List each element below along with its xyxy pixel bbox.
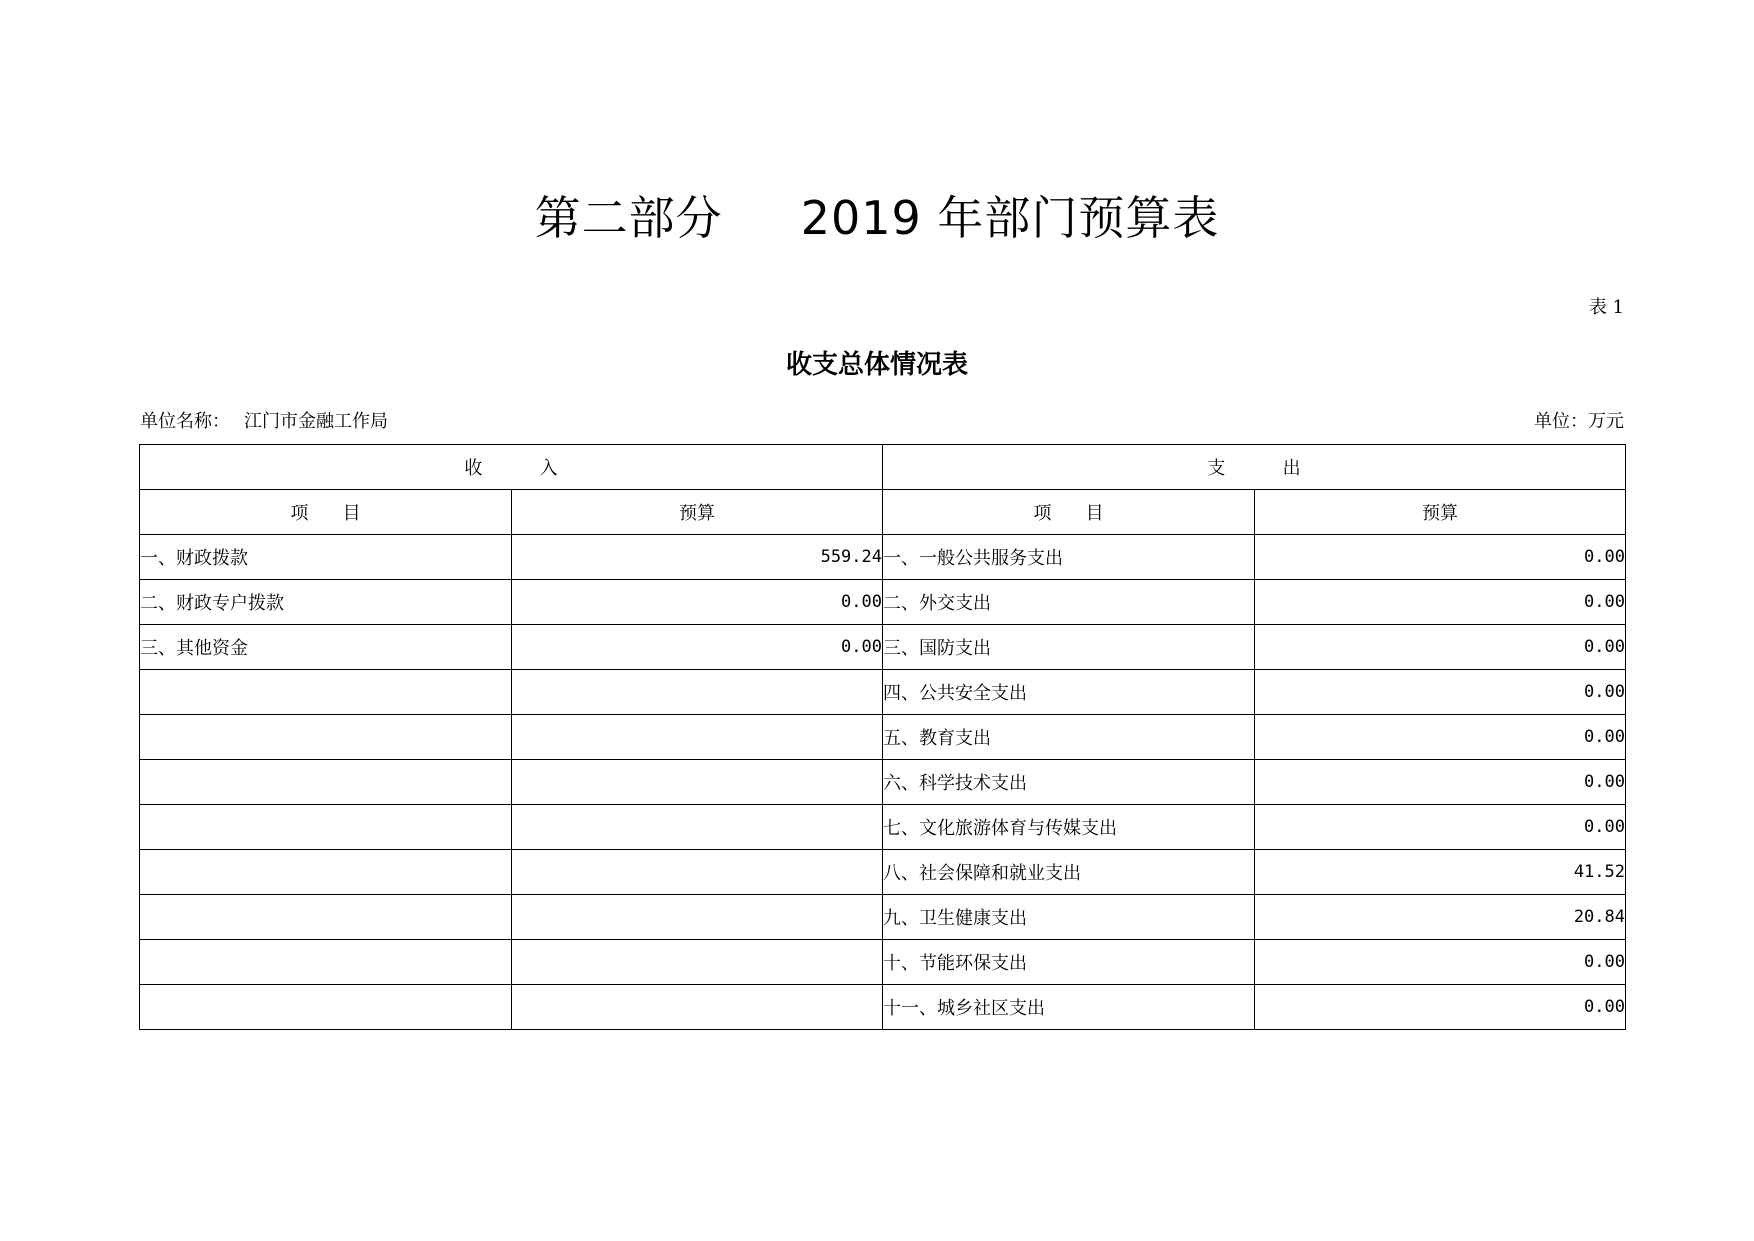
unit-name-group [140,410,388,434]
income-amount-cell: 0.00 [512,580,883,625]
expense-item-header: 项 目 [883,490,1255,535]
table-row [140,985,1626,1030]
table-row [140,940,1626,985]
expense-amount-cell: 0.00 [1255,985,1626,1030]
expense-item-cell: 十、节能环保支出 [883,940,1255,985]
expense-item-cell: 八、社会保障和就业支出 [883,850,1255,895]
column-header-row [140,490,1626,535]
income-amount-cell [512,805,883,850]
expense-item-cell: 五、教育支出 [883,715,1255,760]
unit-name-label: 单位名称： [140,411,230,432]
expense-item-cell: 三、国防支出 [883,625,1255,670]
expense-item-cell: 二、外交支出 [883,580,1255,625]
table-row [140,760,1626,805]
income-budget-header: 预算 [512,490,883,535]
unit-measure: 单位：万元 [1534,411,1624,432]
expense-amount-cell: 0.00 [1255,805,1626,850]
income-amount-cell: 559.24 [512,535,883,580]
table-row [140,670,1626,715]
table-row [140,805,1626,850]
income-item-cell [140,805,512,850]
table-row [140,895,1626,940]
income-item-cell: 一、财政拨款 [140,535,512,580]
income-item-cell [140,940,512,985]
income-item-cell: 三、其他资金 [140,625,512,670]
expense-amount-cell: 0.00 [1255,580,1626,625]
table-number: 表 1 [1588,297,1624,318]
expense-amount-cell: 20.84 [1255,895,1626,940]
expense-item-cell: 六、科学技术支出 [883,760,1255,805]
budget-table [139,444,1626,1030]
income-amount-cell [512,715,883,760]
expense-item-cell: 七、文化旅游体育与传媒支出 [883,805,1255,850]
expense-header: 支 出 [883,445,1626,490]
expense-amount-cell: 0.00 [1255,940,1626,985]
income-item-cell [140,670,512,715]
income-item-header: 项 目 [140,490,512,535]
table-title: 收支总体情况表 [785,350,968,380]
expense-amount-cell: 0.00 [1255,535,1626,580]
expense-item-cell: 九、卫生健康支出 [883,895,1255,940]
income-amount-cell [512,670,883,715]
table-row [140,850,1626,895]
expense-item-cell: 四、公共安全支出 [883,670,1255,715]
income-amount-cell [512,985,883,1030]
income-amount-cell [512,895,883,940]
table-row [140,580,1626,625]
income-amount-cell [512,760,883,805]
income-amount-cell [512,850,883,895]
income-header: 收 入 [140,445,883,490]
expense-budget-header: 预算 [1255,490,1626,535]
income-item-cell [140,715,512,760]
expense-amount-cell: 41.52 [1255,850,1626,895]
expense-item-cell: 十一、城乡社区支出 [883,985,1255,1030]
income-item-cell: 二、财政专户拨款 [140,580,512,625]
table-row [140,535,1626,580]
section-header-row [140,445,1626,490]
expense-item-cell: 一、一般公共服务支出 [883,535,1255,580]
income-item-cell [140,850,512,895]
income-amount-cell [512,940,883,985]
unit-name-value: 江门市金融工作局 [244,411,388,432]
page-title: 第二部分 2019 年部门预算表 [534,191,1220,245]
expense-amount-cell: 0.00 [1255,760,1626,805]
income-amount-cell: 0.00 [512,625,883,670]
expense-amount-cell: 0.00 [1255,625,1626,670]
expense-amount-cell: 0.00 [1255,715,1626,760]
table-row [140,625,1626,670]
expense-amount-cell: 0.00 [1255,670,1626,715]
income-item-cell [140,895,512,940]
income-item-cell [140,760,512,805]
table-row [140,715,1626,760]
income-item-cell [140,985,512,1030]
